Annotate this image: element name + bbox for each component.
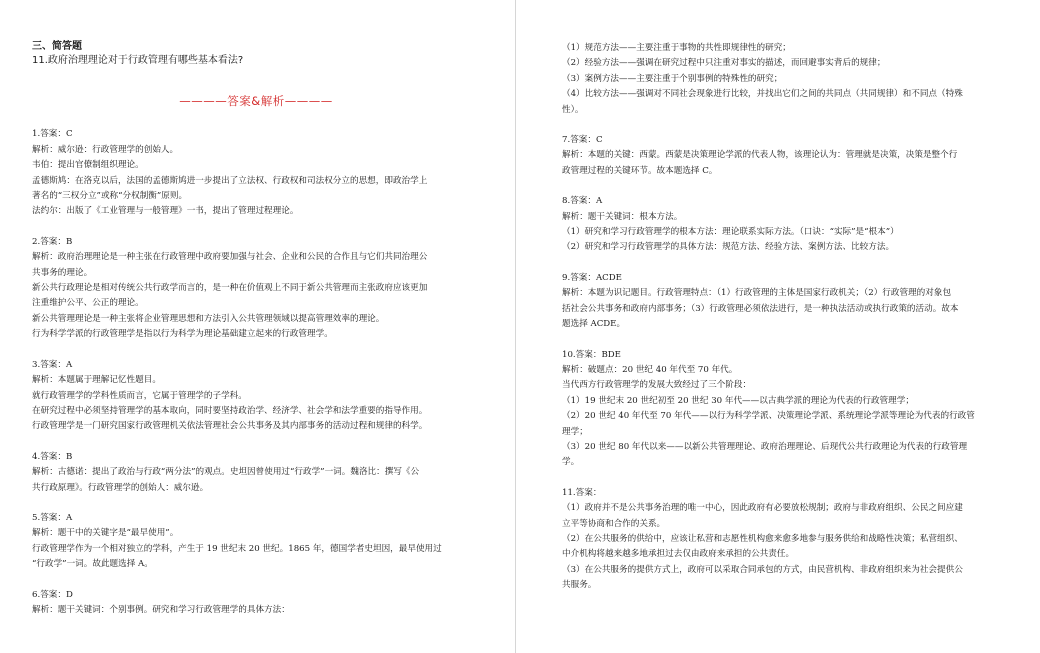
- answer-block: [32, 358, 480, 435]
- answer-line: “行政学”一词。故此题选择 A。: [32, 559, 153, 570]
- answer-line: （1）研究和学习行政管理学的根本方法：理论联系实际方法。（口诀：“实际”是“根本”）: [562, 227, 899, 238]
- answer-heading: 5.答案：A: [32, 512, 73, 523]
- answer-heading: 11.答案：: [562, 487, 602, 498]
- answer-line: （3）案例方法——主要注重于个别事例的特殊性的研究；: [562, 73, 783, 84]
- answer-line: 法约尔：出版了《工业管理与一般管理》一书，提出了管理过程理论。: [32, 206, 299, 217]
- answer-block: [32, 127, 480, 219]
- answer-line: 共事务的理论。: [32, 267, 93, 278]
- answer-line: 注重维护公平、公正的理论。: [32, 298, 144, 309]
- page-divider: [515, 0, 516, 653]
- answer-line: 解析：题干关键词：个别事例。研究和学习行政管理学的具体方法：: [32, 604, 290, 615]
- left-answer-list: [32, 127, 480, 618]
- answer-line: 中介机构将越来越多地承担过去仅由政府来承担的公共责任。: [562, 549, 795, 560]
- answer-line: 解析：破题点：20 世纪 40 年代至 70 年代。: [562, 364, 738, 375]
- answer-heading: 8.答案：A: [562, 196, 603, 207]
- answer-line: （2）经验方法——强调在研究过程中只注重对事实的描述，而回避事实背后的规律；: [562, 58, 886, 69]
- answer-block: [32, 235, 480, 343]
- answer-line: 在研究过程中必须坚持管理学的基本取向，同时要坚持政治学、经济学、社会学和法学重要的指导作用。: [32, 405, 428, 416]
- answer-block: [562, 271, 1010, 333]
- left-column: [32, 0, 480, 633]
- answer-line: 共行政原理》。行政管理学的创始人：威尔逊。: [32, 482, 209, 493]
- answer-line: （2）在公共服务的供给中，应该让私营和志愿性机构愈来愈多地参与服务供给和战略性决策；私营组织、: [562, 533, 963, 544]
- answer-heading: 6.答案：D: [32, 589, 73, 600]
- answer-line: 解析：题干关键词：根本方法。: [562, 211, 683, 222]
- answer-line: （1）政府并不是公共事务治理的唯一中心，因此政府有必要放松规制；政府与非政府组织、公民之间应建: [562, 503, 963, 514]
- answer-line: 题选择 ACDE。: [562, 319, 626, 330]
- right-answer-list: [562, 41, 1010, 594]
- answer-line: 政管理过程的关键环节。故本题选择 C。: [562, 165, 718, 176]
- answer-heading: 9.答案：ACDE: [562, 272, 622, 283]
- answer-line: 解析：本题属于理解记忆性题目。: [32, 375, 161, 386]
- answer-line: 行为科学学派的行政管理学是指以行为科学为理论基础建立起来的行政管理学。: [32, 329, 333, 340]
- answer-heading: 2.答案：B: [32, 236, 73, 247]
- answer-line: 解析：政府治理理论是一种主张在行政管理中政府要加强与社会、企业和公民的合作且与它们共同治理公: [32, 252, 428, 263]
- answer-line: （3）在公共服务的提供方式上，政府可以采取合同承包的方式，由民营机构、非政府组织来为社会提供公: [562, 564, 963, 575]
- answer-line: （1）19 世纪末 20 世纪初至 20 世纪 30 年代——以古典学派的理论为代表的行政管理学；: [562, 395, 914, 406]
- section-title: 三、简答题: [32, 41, 82, 52]
- answer-block: [32, 588, 480, 619]
- answer-line: 学。: [562, 457, 580, 468]
- answer-block: [32, 511, 480, 573]
- answer-line: （2）研究和学习行政管理学的具体方法：规范方法、经验方法、案例方法、比较方法。: [562, 242, 895, 253]
- right-column: [562, 0, 1010, 609]
- answer-heading: 7.答案：C: [562, 135, 603, 146]
- answer-block: [562, 194, 1010, 256]
- answer-line: 行政管理学是一门研究国家行政管理机关依法管理社会公共事务及其内部事务的活动过程和规律的科学。: [32, 421, 428, 432]
- answer-heading: 3.答案：A: [32, 359, 73, 370]
- answer-line: 韦伯：提出官僚制组织理论。: [32, 160, 144, 171]
- answer-line: 当代西方行政管理学的发展大致经过了三个阶段：: [562, 380, 752, 391]
- answer-block: [562, 486, 1010, 594]
- answer-line: 立平等协商和合作的关系。: [562, 518, 666, 529]
- answer-heading: 10.答案：BDE: [562, 349, 621, 360]
- answer-line: 解析：威尔逊：行政管理学的创始人。: [32, 144, 179, 155]
- answer-banner: ————答案&解析————: [179, 94, 333, 108]
- answer-line: 性）。: [562, 104, 584, 115]
- answer-line: （3）20 世纪 80 年代以来——以新公共管理理论、政府治理理论、后现代公共行政理论为代表的行政管理: [562, 441, 968, 452]
- answer-line: 孟德斯鸠：在洛克以后，法国的孟德斯鸠进一步提出了立法权、行政权和司法权分立的思想，即政治学上: [32, 175, 428, 186]
- answer-block: [32, 450, 480, 496]
- answer-block: [562, 133, 1010, 179]
- question-text: 11.政府治理理论对于行政管理有哪些基本看法?: [32, 55, 244, 66]
- answer-line: （4）比较方法——强调对不同社会现象进行比较，并找出它们之间的共同点（共同规律）和不同点（特殊: [562, 89, 963, 100]
- answer-heading: 1.答案：C: [32, 129, 73, 140]
- answer-line: 共服务。: [562, 580, 597, 591]
- answer-line: 著名的“三权分立”或称“分权制衡”原则。: [32, 191, 188, 202]
- answer-line: 就行政管理学的学科性质而言，它属于管理学的子学科。: [32, 390, 247, 401]
- answer-line: 括社会公共事务和政府内部事务；（3）行政管理必须依法进行，是一种执法活动或执行政策的活动。故本: [562, 303, 959, 314]
- answer-heading: （1）规范方法——主要注重于事物的共性即规律性的研究；: [562, 43, 791, 53]
- answer-line: 解析：题干中的关键字是“最早使用”。: [32, 528, 179, 539]
- answer-line: 新公共管理理论是一种主张将企业管理思想和方法引入公共管理领域以提高管理效率的理论。: [32, 313, 385, 324]
- answer-line: 理学；: [562, 426, 588, 437]
- answer-line: 新公共行政理论是相对传统公共行政学而言的，是一种在价值观上不同于新公共管理而主张政府应该更加: [32, 283, 428, 294]
- answer-block: [562, 41, 1010, 118]
- answer-block: [562, 348, 1010, 471]
- answer-line: （2）20 世纪 40 年代至 70 年代——以行为科学学派、决策理论学派、系统理论学派等理论为代表的行政管: [562, 411, 975, 422]
- answer-line: 解析：古德诺：提出了政治与行政“两分法”的观点。史坦因曾使用过“行政学”一词。魏洛比：撰写《公: [32, 467, 420, 478]
- answer-heading: 4.答案：B: [32, 451, 73, 462]
- answer-line: 解析：本题为识记题目。行政管理特点：（1）行政管理的主体是国家行政机关；（2）行政管理的对象包: [562, 288, 952, 299]
- answer-line: 解析：本题的关键：西蒙。西蒙是决策理论学派的代表人物，该理论认为：管理就是决策，决策是整个行: [562, 150, 958, 161]
- answer-line: 行政管理学作为一个相对独立的学科，产生于 19 世纪末 20 世纪。1865 年，德国学者史坦因，最早使用过: [32, 543, 442, 554]
